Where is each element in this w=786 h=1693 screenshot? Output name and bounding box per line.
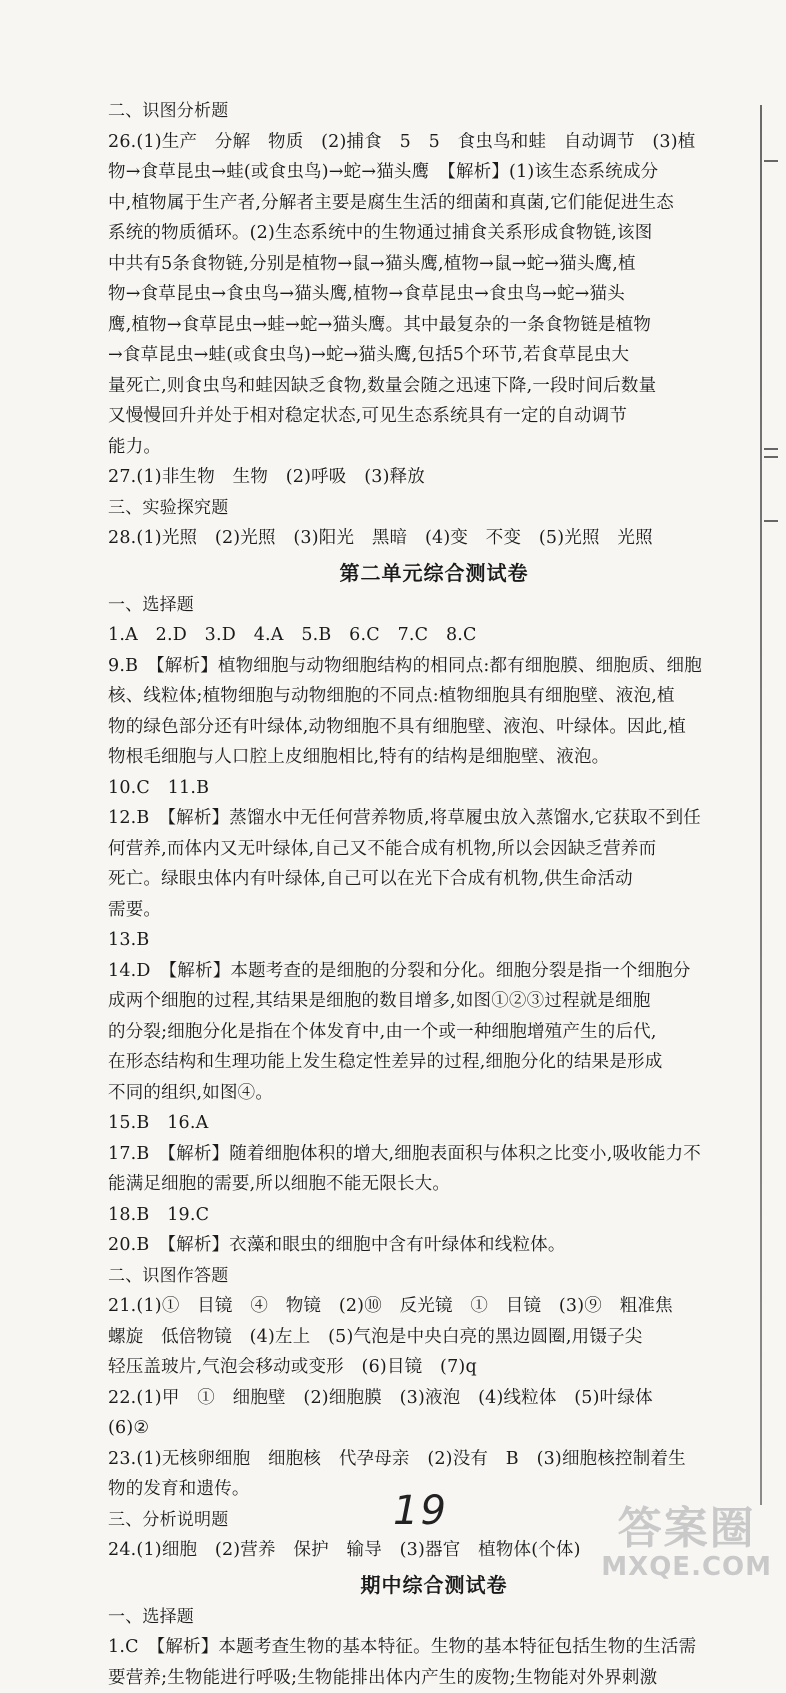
section-heading: 二、识图分析题 (108, 96, 760, 127)
answer-line: 22.(1)甲 ① 细胞壁 (2)细胞膜 (3)液泡 (4)线粒体 (5)叶绿体 (108, 1383, 760, 1414)
answer-line: 12.B 【解析】蒸馏水中无任何营养物质,将草履虫放入蒸馏水,它获取不到任 (108, 803, 760, 834)
answer-line: 的分裂;细胞分化是指在个体发育中,由一个或一种细胞增殖产生的后代, (108, 1017, 760, 1048)
answer-line: 21.(1)① 目镜 ④ 物镜 (2)⑩ 反光镜 ① 目镜 (3)⑨ 粗准焦 (108, 1291, 760, 1322)
answer-line: 17.B 【解析】随着细胞体积的增大,细胞表面积与体积之比变小,吸收能力不 (108, 1139, 760, 1170)
answer-line: 鹰,植物→食草昆虫→蛙→蛇→猫头鹰。其中最复杂的一条食物链是植物 (108, 310, 760, 341)
answer-line: 23.(1)无核卵细胞 细胞核 代孕母亲 (2)没有 B (3)细胞核控制着生 (108, 1444, 760, 1475)
section-title: 第二单元综合测试卷 (108, 556, 760, 590)
binding-edge-line (760, 105, 762, 1505)
answer-line: 9.B 【解析】植物细胞与动物细胞结构的相同点:都有细胞膜、细胞质、细胞 (108, 651, 760, 682)
section-heading: 一、选择题 (108, 590, 760, 621)
answer-line: 要营养;生物能进行呼吸;生物能排出体内产生的废物;生物能对外界刺激 (108, 1663, 760, 1693)
answer-text-column (108, 96, 760, 1693)
answer-line: 螺旋 低倍物镜 (4)左上 (5)气泡是中央白亮的黑边圆圈,用镊子尖 (108, 1322, 760, 1353)
answer-line: →食草昆虫→蛙(或食虫鸟)→蛇→猫头鹰,包括5个环节,若食草昆虫大 (108, 340, 760, 371)
watermark-bottom: MXQE.COM (601, 1552, 772, 1582)
answer-line: 1.C 【解析】本题考查生物的基本特征。生物的基本特征包括生物的生活需 (108, 1632, 760, 1663)
answer-line: 能满足细胞的需要,所以细胞不能无限长大。 (108, 1169, 760, 1200)
binding-mark (764, 520, 778, 522)
answer-line: 何营养,而体内又无叶绿体,自己又不能合成有机物,所以会因缺乏营养而 (108, 834, 760, 865)
answer-line: 在形态结构和生理功能上发生稳定性差异的过程,细胞分化的结果是形成 (108, 1047, 760, 1078)
answer-line: 物根毛细胞与人口腔上皮细胞相比,特有的结构是细胞壁、液泡。 (108, 742, 760, 773)
section-title: 期中综合测试卷 (108, 1568, 760, 1602)
answer-line: 又慢慢回升并处于相对稳定状态,可见生态系统具有一定的自动调节 (108, 401, 760, 432)
section-heading: 二、识图作答题 (108, 1261, 760, 1292)
answer-line: 27.(1)非生物 生物 (2)呼吸 (3)释放 (108, 462, 760, 493)
binding-mark (764, 160, 778, 162)
answer-line: 中,植物属于生产者,分解者主要是腐生生活的细菌和真菌,它们能促进生态 (108, 188, 760, 219)
answer-line: 24.(1)细胞 (2)营养 保护 输导 (3)器官 植物体(个体) (108, 1535, 760, 1566)
answer-line: 能力。 (108, 432, 760, 463)
answer-line: 18.B 19.C (108, 1200, 760, 1231)
answer-line: 物→食草昆虫→蛙(或食虫鸟)→蛇→猫头鹰 【解析】(1)该生态系统成分 (108, 157, 760, 188)
section-heading: 三、实验探究题 (108, 493, 760, 524)
answer-line: 不同的组织,如图④。 (108, 1078, 760, 1109)
section-heading: 三、分析说明题 (108, 1505, 760, 1536)
answer-line: 需要。 (108, 895, 760, 926)
answer-line: 10.C 11.B (108, 773, 760, 804)
answer-line: 中共有5条食物链,分别是植物→鼠→猫头鹰,植物→鼠→蛇→猫头鹰,植 (108, 249, 760, 280)
answer-line: 轻压盖玻片,气泡会移动或变形 (6)目镜 (7)q (108, 1352, 760, 1383)
watermark-top: 答案圈 (601, 1492, 772, 1556)
answer-line: 物→食草昆虫→食虫鸟→猫头鹰,植物→食草昆虫→食虫鸟→蛇→猫头 (108, 279, 760, 310)
answer-line: 量死亡,则食虫鸟和蛙因缺乏食物,数量会随之迅速下降,一段时间后数量 (108, 371, 760, 402)
answer-line: 15.B 16.A (108, 1108, 760, 1139)
binding-mark (764, 448, 778, 450)
answer-line: 28.(1)光照 (2)光照 (3)阳光 黑暗 (4)变 不变 (5)光照 光照 (108, 523, 760, 554)
answer-line: 13.B (108, 925, 760, 956)
answer-line: 20.B 【解析】衣藻和眼虫的细胞中含有叶绿体和线粒体。 (108, 1230, 760, 1261)
answer-line: 成两个细胞的过程,其结果是细胞的数目增多,如图①②③过程就是细胞 (108, 986, 760, 1017)
answer-line: 死亡。绿眼虫体内有叶绿体,自己可以在光下合成有机物,供生命活动 (108, 864, 760, 895)
answer-line: 核、线粒体;植物细胞与动物细胞的不同点:植物细胞具有细胞壁、液泡,植 (108, 681, 760, 712)
page-number: 19 (393, 1488, 448, 1534)
section-heading: 一、选择题 (108, 1602, 760, 1633)
answer-line: 14.D 【解析】本题考查的是细胞的分裂和分化。细胞分裂是指一个细胞分 (108, 956, 760, 987)
answer-line: 物的发育和遗传。 (108, 1474, 760, 1505)
answer-line: (6)② (108, 1413, 760, 1444)
answer-line: 26.(1)生产 分解 物质 (2)捕食 5 5 食虫鸟和蛙 自动调节 (3)植 (108, 127, 760, 158)
answer-line: 1.A 2.D 3.D 4.A 5.B 6.C 7.C 8.C (108, 620, 760, 651)
watermark-logo (601, 1492, 772, 1582)
binding-mark (764, 456, 778, 458)
answer-line: 系统的物质循环。(2)生态系统中的生物通过捕食关系形成食物链,该图 (108, 218, 760, 249)
answer-line: 物的绿色部分还有叶绿体,动物细胞不具有细胞壁、液泡、叶绿体。因此,植 (108, 712, 760, 743)
